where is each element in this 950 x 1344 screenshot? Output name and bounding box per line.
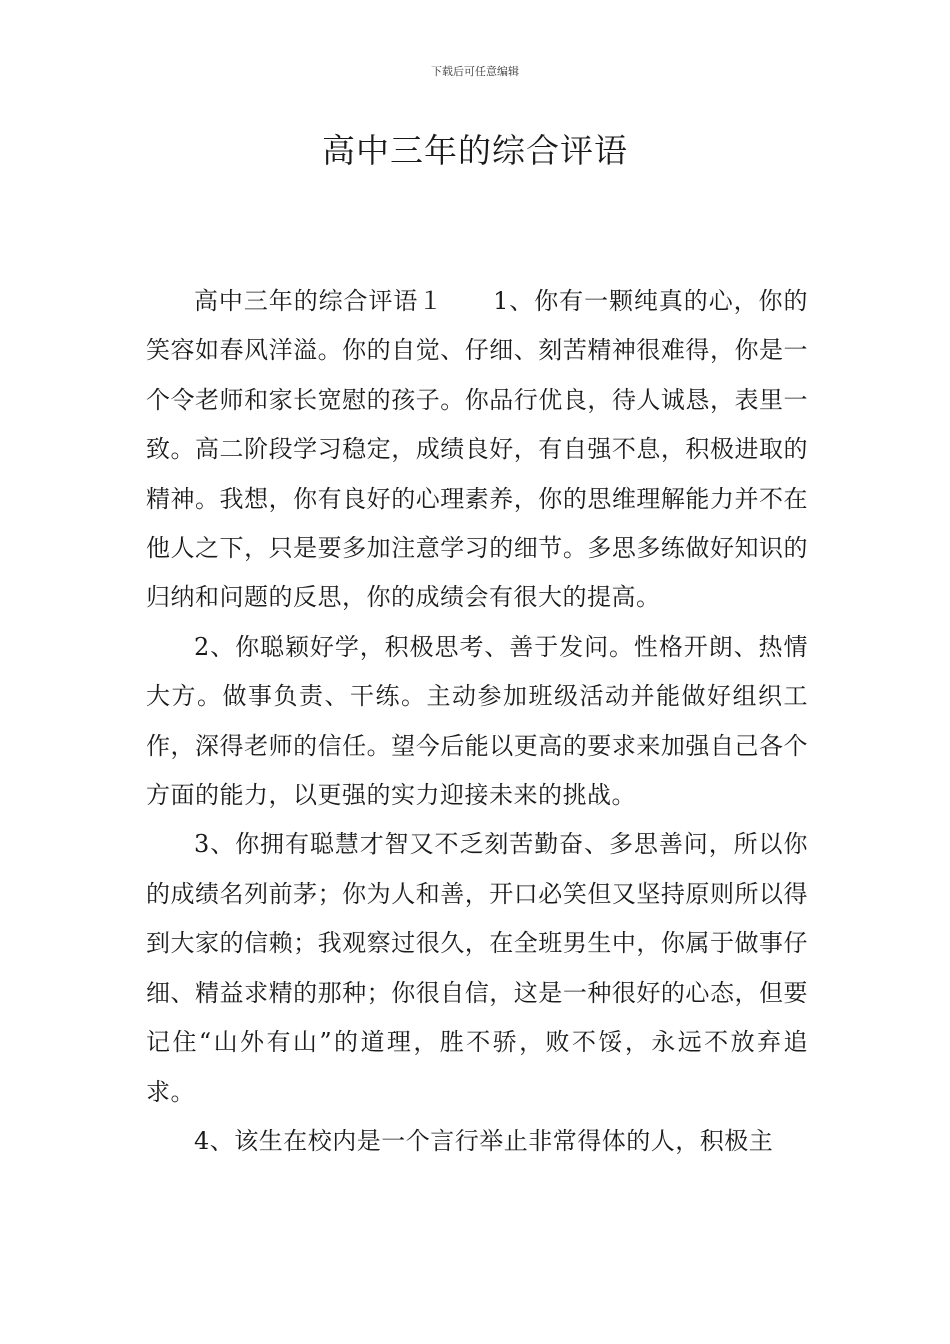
paragraph-2: 2、你聪颖好学，积极思考、善于发问。性格开朗、热情大方。做事负责、干练。主动参加班级活动并能做好组织工作，深得老师的信任。望今后能以更高的要求来加强自己各个方面的能力，以更强的实力迎接未来的挑战。 [146, 632, 808, 810]
paragraph-3: 3、你拥有聪慧才智又不乏刻苦勤奋、多思善问，所以你的成绩名列前茅；你为人和善，开口必笑但又坚持原则所以得到大家的信赖；我观察过很久，在全班男生中，你属于做事仔细、精益求精的那种；你很自信，这是一种很好的心态，但要记住“山外有山”的道理，胜不骄，败不馁，永远不放弃追求。 [146, 830, 808, 1106]
page-header-note: 下载后可任意编辑 [431, 65, 519, 78]
document-body [146, 277, 808, 1166]
paragraph-4: 4、该生在校内是一个言行举止非常得体的人，积极主 [194, 1126, 774, 1155]
paragraph-1: 高中三年的综合评语１ 1、你有一颗纯真的心，你的笑容如春风洋溢。你的自觉、仔细、刻苦精神很难得，你是一个令老师和家长宽慰的孩子。你品行优良，待人诚恳，表里一致。高二阶段学习稳定，成绩良好，有自强不息，积极进取的精神。我想，你有良好的心理素养，你的思维理解能力并不在他人之下，只是要多加注意学习的细节。多思多练做好知识的归纳和问题的反思，你的成绩会有很大的提高。 [146, 287, 808, 612]
document-title: 高中三年的综合评语 [322, 131, 628, 170]
